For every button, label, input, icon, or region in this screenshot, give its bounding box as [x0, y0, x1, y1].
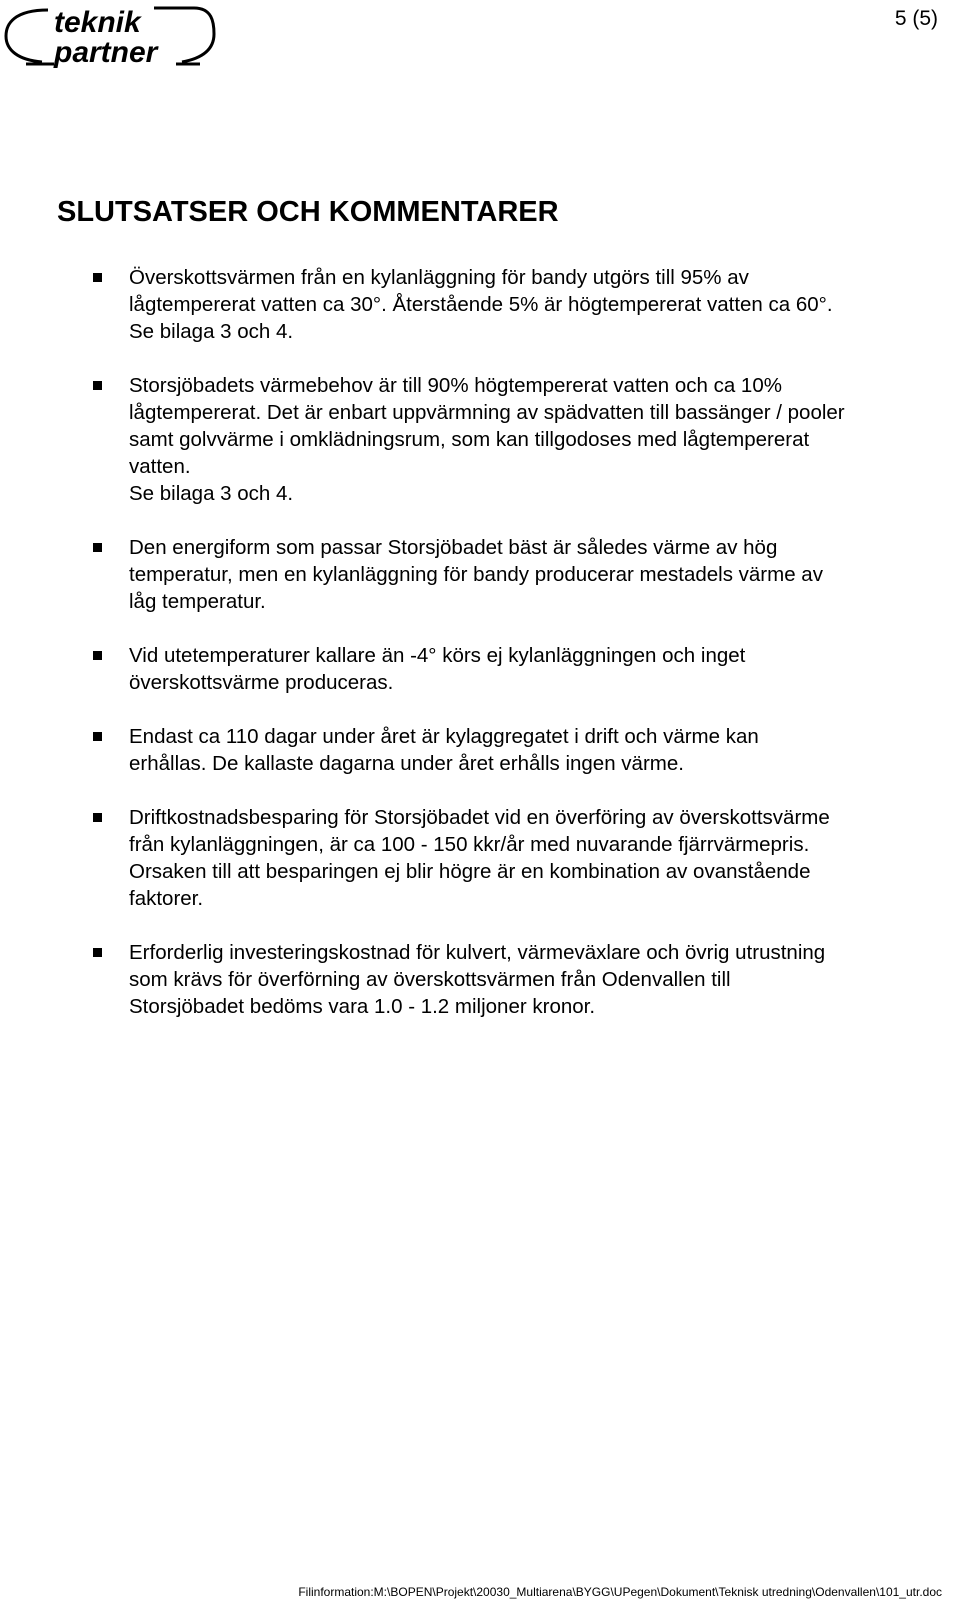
bullet-item [0, 372, 960, 507]
bullet-text-line: låg temperatur. [129, 590, 266, 613]
bullet-text-line: Storsjöbadet bedöms vara 1.0 - 1.2 miljoner kronor. [129, 995, 596, 1018]
bullet-item [0, 534, 960, 615]
bullet-text-line: lågtempererat vatten ca 30°. Återstående 5% är högtempererat vatten ca 60°. [129, 293, 833, 316]
square-bullet-icon [93, 732, 102, 741]
bullet-text-line: faktorer. [129, 887, 204, 910]
teknik-partner-logo [4, 2, 216, 72]
bullet-item [0, 264, 960, 345]
square-bullet-icon [93, 543, 102, 552]
bullet-text-line: Se bilaga 3 och 4. [129, 320, 294, 343]
bullet-text-line: från kylanläggningen, är ca 100 - 150 kkr/år med nuvarande fjärrvärmepris. [129, 833, 810, 856]
bullet-text-line: Endast ca 110 dagar under året är kylaggregatet i drift och värme kan [129, 725, 759, 748]
bullet-text-line: Erforderlig investeringskostnad för kulvert, värmeväxlare och övrig utrustning [129, 941, 826, 964]
bullet-text-line: Överskottsvärmen från en kylanläggning för bandy utgörs till 95% av [129, 266, 749, 289]
bullet-item [0, 804, 960, 912]
bullet-text-line: överskottsvärme produceras. [129, 671, 394, 694]
bullet-text-line: Den energiform som passar Storsjöbadet bäst är således värme av hög [129, 536, 778, 559]
logo-text-partner: partner [54, 36, 158, 69]
square-bullet-icon [93, 813, 102, 822]
bullet-text-line: Vid utetemperaturer kallare än -4° körs ej kylanläggningen och inget [129, 644, 746, 667]
bullet-text-line: Se bilaga 3 och 4. [129, 482, 294, 505]
bullet-text-line: samt golvvärme i omklädningsrum, som kan tillgodoses med lågtempererat [129, 428, 810, 451]
bullet-item [0, 723, 960, 777]
bullet-text-line: som krävs för överförning av överskottsvärmen från Odenvallen till [129, 968, 731, 991]
page-number: 5 (5) [894, 7, 938, 30]
bullet-text-line: Driftkostnadsbesparing för Storsjöbadet vid en överföring av överskottsvärme [129, 806, 830, 829]
square-bullet-icon [93, 381, 102, 390]
section-title: SLUTSATSER OCH KOMMENTARER [57, 196, 559, 228]
square-bullet-icon [93, 651, 102, 660]
conclusions-list [0, 264, 960, 1047]
bullet-text-line: lågtempererat. Det är enbart uppvärmning av spädvatten till bassänger / pooler [129, 401, 845, 424]
square-bullet-icon [93, 273, 102, 282]
square-bullet-icon [93, 948, 102, 957]
logo-text-teknik: teknik [54, 6, 141, 39]
bullet-text-line: Orsaken till att besparingen ej blir högre är en kombination av ovanstående [129, 860, 811, 883]
bullet-text-line: vatten. [129, 455, 191, 478]
bullet-text-line: Storsjöbadets värmebehov är till 90% högtempererat vatten och ca 10% [129, 374, 782, 397]
bullet-item [0, 642, 960, 696]
bullet-item [0, 939, 960, 1020]
bullet-text-line: erhållas. De kallaste dagarna under året erhålls ingen värme. [129, 752, 684, 775]
bullet-text-line: temperatur, men en kylanläggning för bandy producerar mestadels värme av [129, 563, 823, 586]
file-info-footer: Filinformation:M:\BOPEN\Projekt\20030_Multiarena\BYGG\UPegen\Dokument\Teknisk utredning\Odenvallen\101_utr.doc [298, 1585, 942, 1599]
